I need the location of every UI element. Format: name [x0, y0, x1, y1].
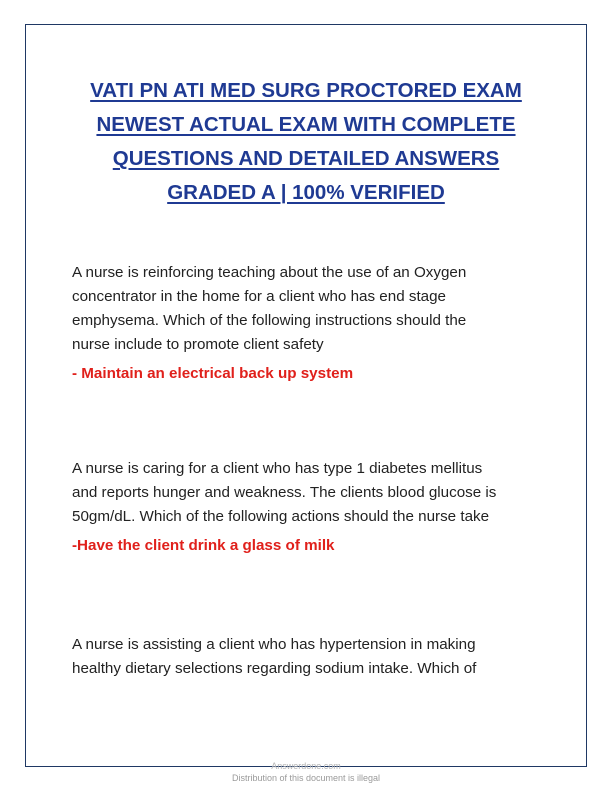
- question-line: and reports hunger and weakness. The clients blood glucose is: [72, 484, 497, 501]
- question-text: [72, 633, 552, 681]
- title-line: GRADED A | 100% VERIFIED: [167, 181, 445, 204]
- question-text: [72, 457, 552, 529]
- question-text: [72, 261, 552, 357]
- question-line: concentrator in the home for a client who has end stage: [72, 288, 447, 305]
- question-line: nurse include to promote client safety: [72, 336, 324, 353]
- question-line: A nurse is caring for a client who has type 1 diabetes mellitus: [72, 460, 483, 477]
- title-line: QUESTIONS AND DETAILED ANSWERS: [112, 147, 500, 170]
- watermark-notice: Distribution of this document is illegal: [231, 773, 381, 783]
- question-line: A nurse is assisting a client who has hypertension in making: [72, 636, 476, 653]
- answer-text: -Have the client drink a glass of milk: [72, 537, 335, 554]
- question-line: 50gm/dL. Which of the following actions should the nurse take: [72, 508, 490, 525]
- title-line: VATI PN ATI MED SURG PROCTORED EXAM: [90, 79, 522, 102]
- question-line: A nurse is reinforcing teaching about the use of an Oxygen: [72, 264, 467, 281]
- watermark-site: Answerdone.com: [271, 761, 341, 771]
- watermark: [0, 760, 612, 784]
- qa-item-1: [72, 261, 552, 384]
- question-line: emphysema. Which of the following instructions should the: [72, 312, 467, 329]
- question-line: healthy dietary selections regarding sodium intake. Which of: [72, 660, 477, 677]
- title-line: NEWEST ACTUAL EXAM WITH COMPLETE: [96, 113, 516, 136]
- qa-item-2: [72, 457, 552, 556]
- document-title: [40, 74, 572, 210]
- qa-item-3: [72, 633, 552, 681]
- answer-text: - Maintain an electrical back up system: [72, 365, 354, 382]
